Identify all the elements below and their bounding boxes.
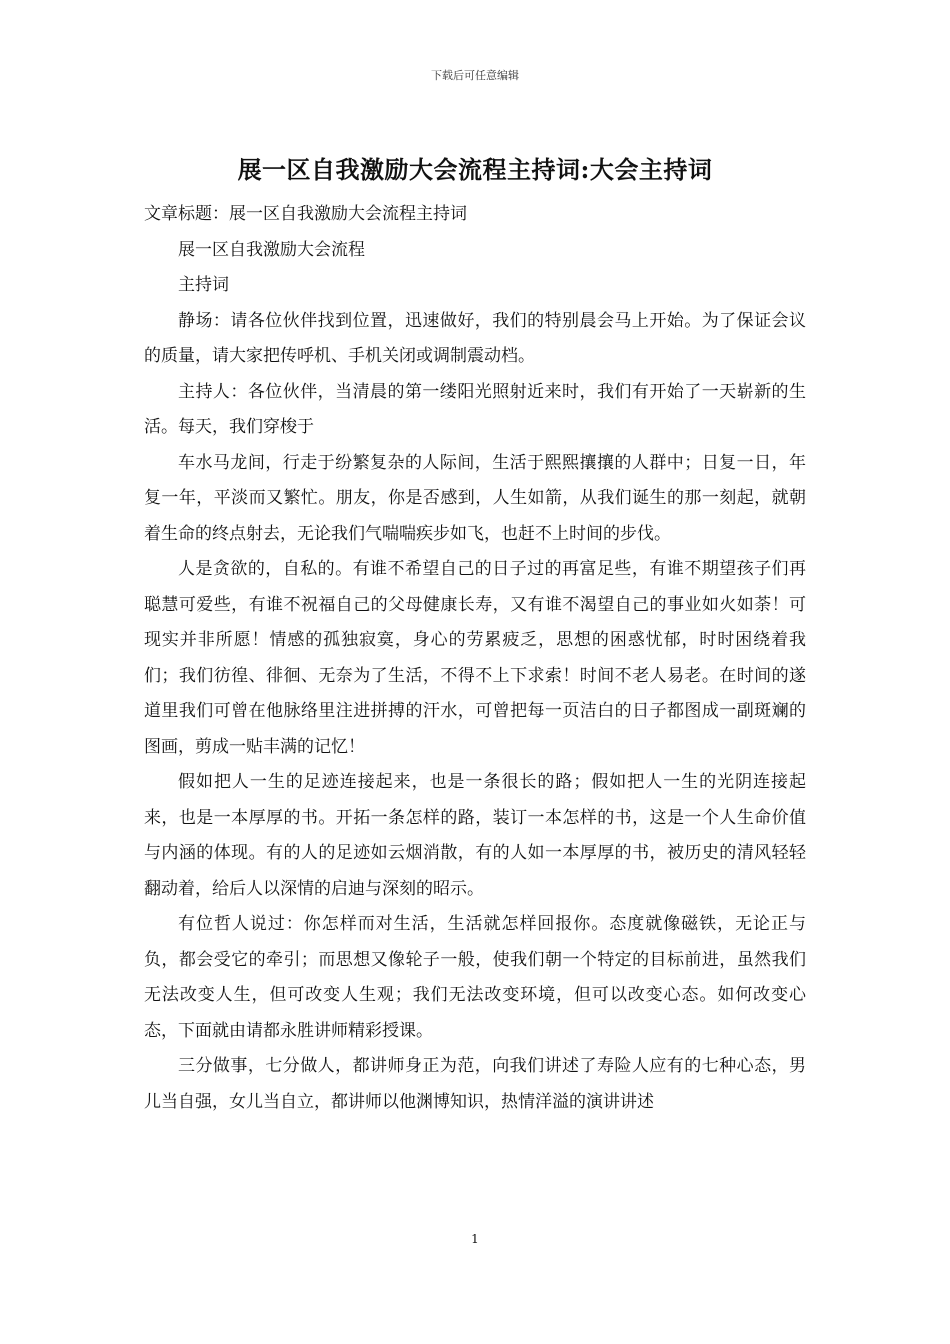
paragraph: 展一区自我激励大会流程 bbox=[178, 239, 365, 260]
paragraph: 主持词 bbox=[178, 275, 229, 295]
paragraph: 假如把人一生的足迹连接起来，也是一条很长的路；假如把人一生的光阴连接起来，也是一本厚厚的书。开拓一条怎样的路，装订一本怎样的书，这是一个人生命价值与内涵的体现。有的人的足迹如云烟消散，有的人如一本厚厚的书，被历史的清风轻轻翻动着，给后人以深情的启迪与深刻的昭示。 bbox=[144, 772, 806, 899]
page-number: 1 bbox=[471, 1232, 479, 1246]
document-title: 展一区自我激励大会流程主持词:大会主持词 bbox=[237, 155, 713, 184]
paragraph: 主持人：各位伙伴，当清晨的第一缕阳光照射近来时，我们有开始了一天崭新的生活。每天，我们穿梭于 bbox=[144, 381, 806, 437]
paragraph: 静场：请各位伙伴找到位置，迅速做好，我们的特别晨会马上开始。为了保证会议的质量，请大家把传呼机、手机关闭或调制震动档。 bbox=[144, 310, 806, 366]
paragraph: 人是贪欲的，自私的。有谁不希望自己的日子过的再富足些，有谁不期望孩子们再聪慧可爱些，有谁不祝福自己的父母健康长寿，又有谁不渴望自己的事业如火如荼！可现实并非所愿！情感的孤独寂寞，身心的劳累疲乏，思想的困惑忧郁，时时困绕着我们；我们彷徨、徘徊、无奈为了生活，不得不上下求索！时间不老人易老。在时间的遂道里我们可曾在他脉络里注进拼搏的汗水，可曾把每一页洁白的日子都图成一副斑斓的图画，剪成一贴丰满的记忆！ bbox=[144, 559, 806, 757]
article-title-line: 文章标题：展一区自我激励大会流程主持词 bbox=[144, 204, 467, 224]
paragraph: 车水马龙间，行走于纷繁复杂的人际间，生活于熙熙攘攘的人群中；日复一日，年复一年，平淡而又繁忙。朋友，你是否感到，人生如箭，从我们诞生的那一刻起，就朝着生命的终点射去，无论我们气喘喘疾步如飞，也赶不上时间的步伐。 bbox=[144, 452, 806, 544]
paragraph: 三分做事，七分做人，都讲师身正为范，向我们讲述了寿险人应有的七种心态，男儿当自强，女儿当自立，都讲师以他渊博知识，热情洋溢的演讲讲述 bbox=[144, 1056, 806, 1112]
document-body bbox=[144, 197, 806, 1120]
header-note: 下载后可任意编辑 bbox=[431, 69, 519, 82]
paragraph: 有位哲人说过：你怎样而对生活，生活就怎样回报你。态度就像磁铁，无论正与负，都会受它的牵引；而思想又像轮子一般，使我们朝一个特定的目标前进，虽然我们无法改变人生，但可改变人生观；我们无法改变环境，但可以改变心态。如何改变心态，下面就由请都永胜讲师精彩授课。 bbox=[144, 914, 806, 1041]
